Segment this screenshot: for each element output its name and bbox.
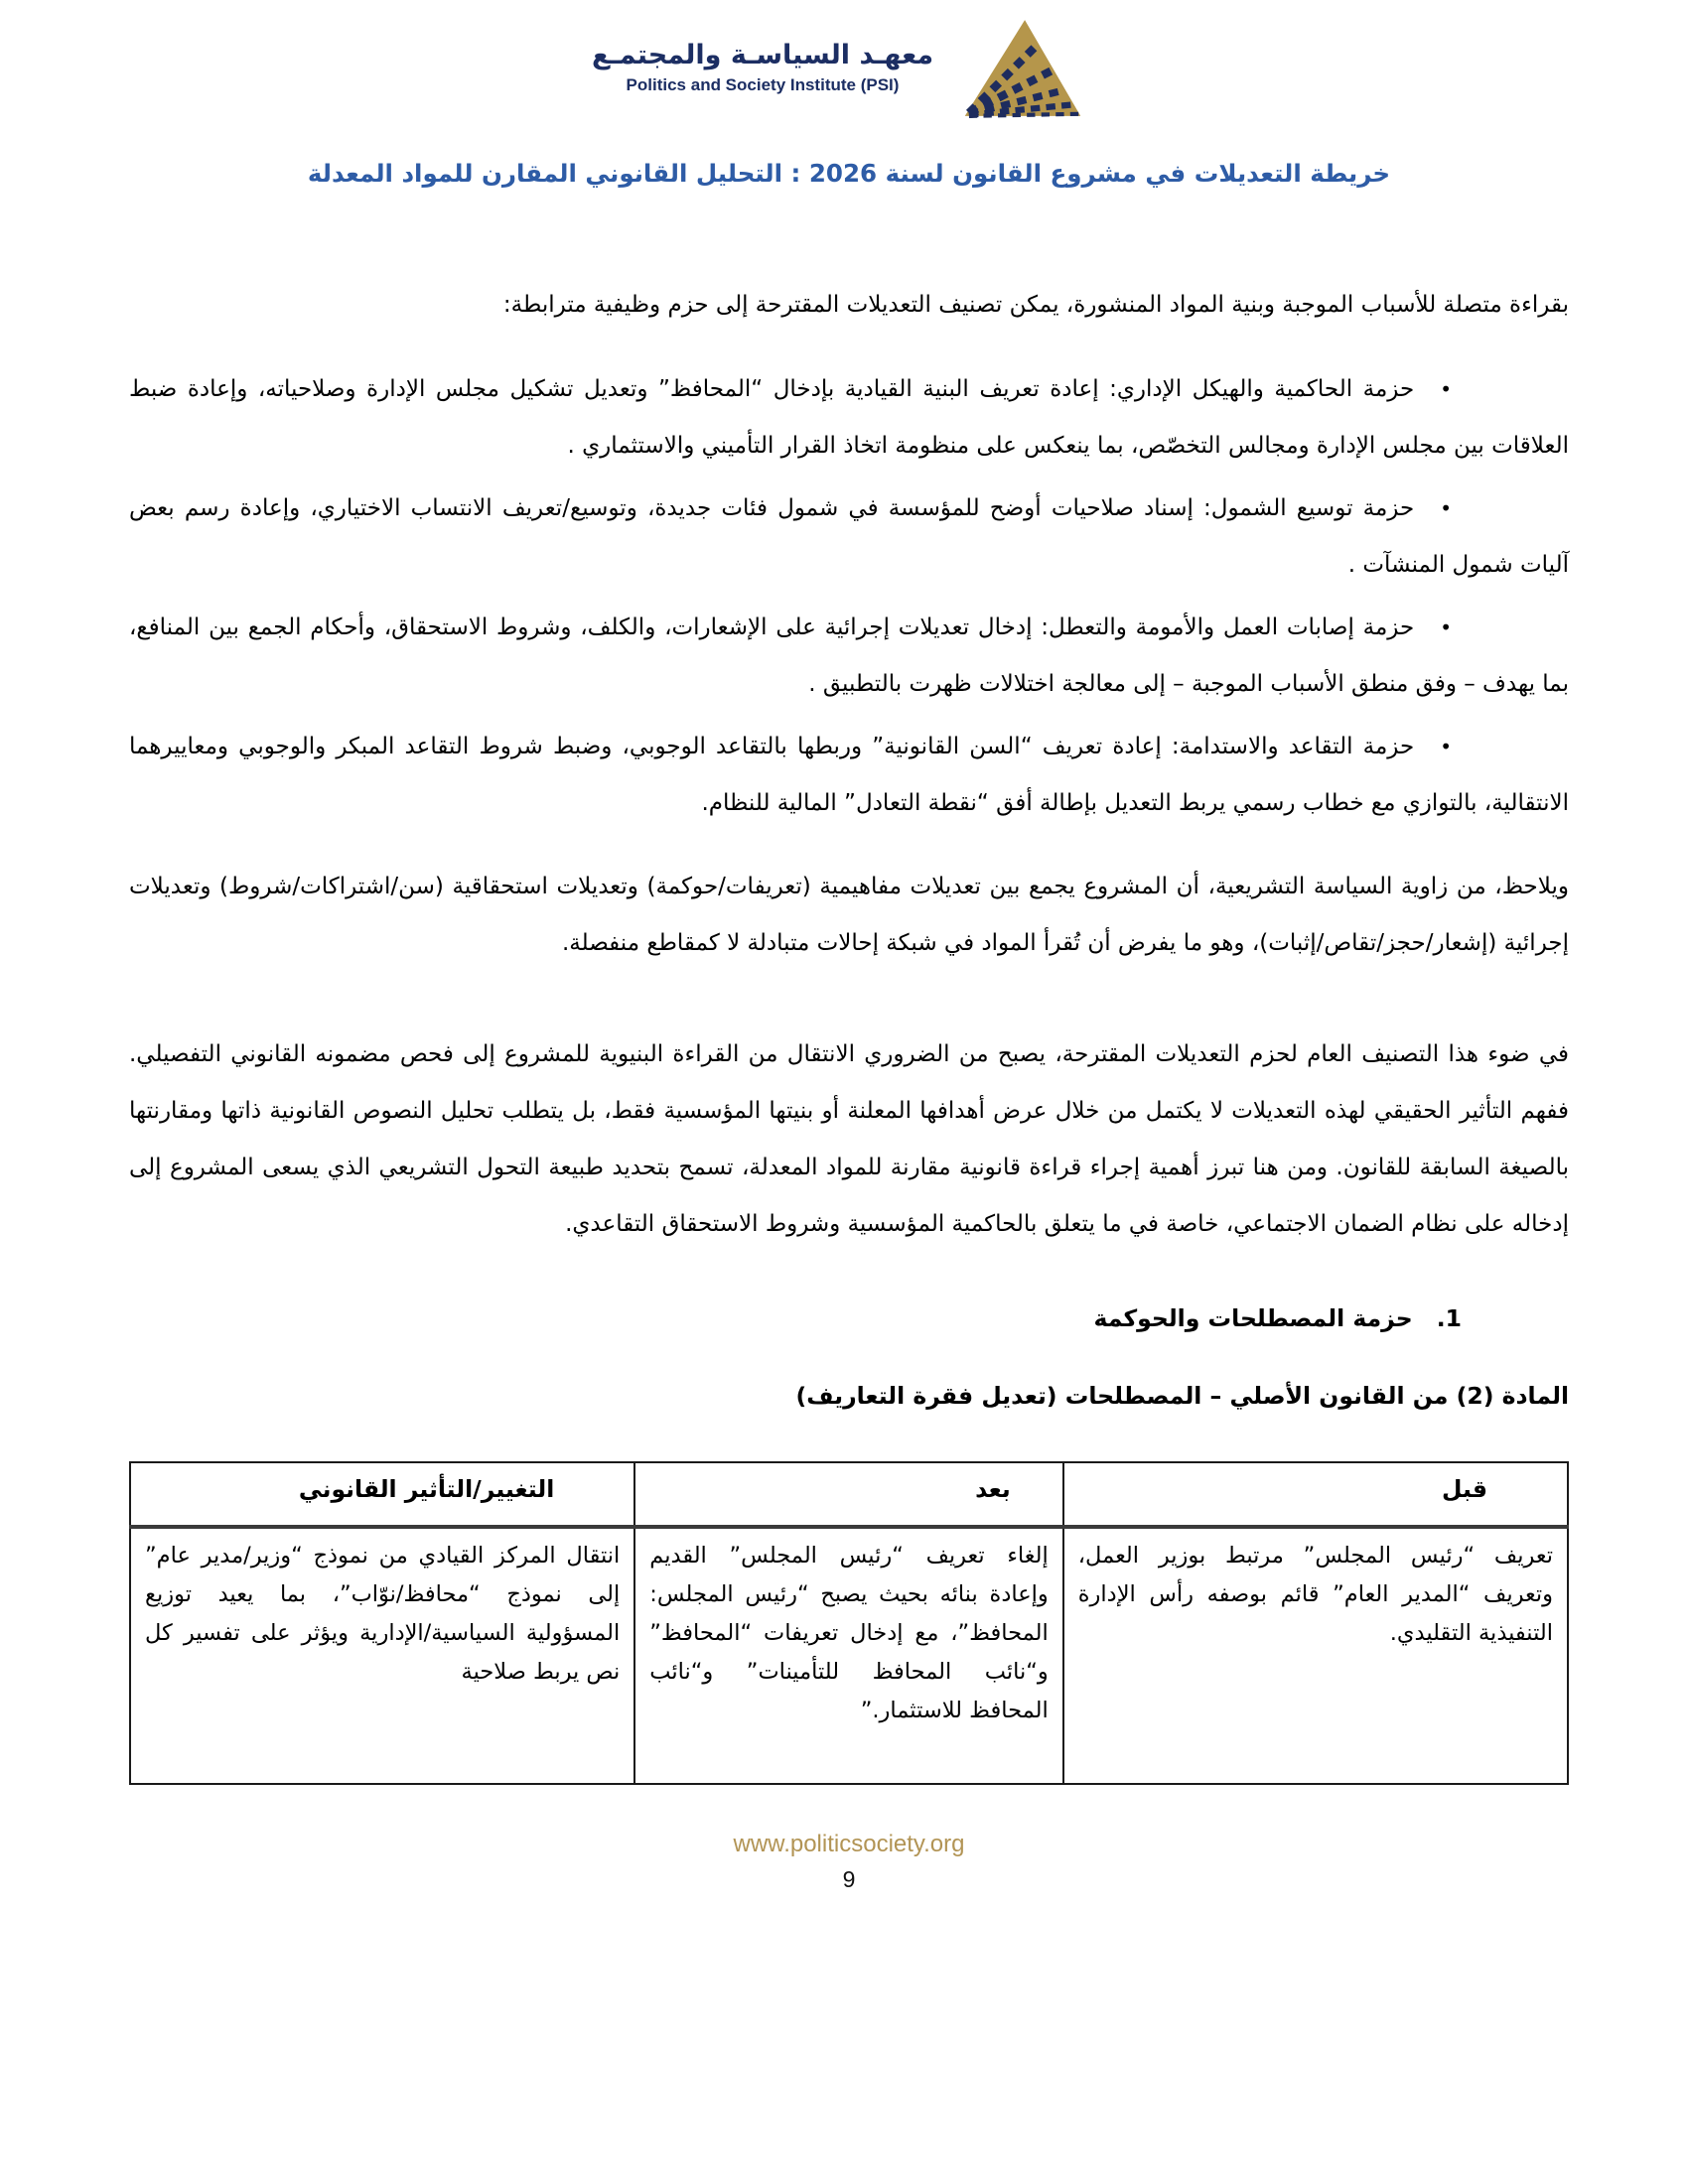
- institute-logo: [0, 0, 1688, 121]
- body-paragraph: ويلاحظ، من زاوية السياسة التشريعية، أن المشروع يجمع بين تعديلات مفاهيمية (تعريفات/حوكمة) وتعديلات استحقاقية (سن/اشتراكات/شروط) وتعديلات إجرائية (إشعار/حجز/تقاص/إثبات)، وهو ما يفرض أن تُقرأ المواد في شبكة إحالات متبادلة لا كمقاطع منفصلة.: [129, 874, 1569, 956]
- article-heading: المادة (2) من القانون الأصلي – المصطلحات (تعديل فقرة التعاريف): [795, 1382, 1569, 1410]
- table-row: [130, 1527, 1568, 1784]
- bullet-marker-icon: •: [1440, 496, 1452, 520]
- comparison-table: [129, 1461, 1569, 1785]
- column-header-after: بعد: [634, 1462, 1063, 1527]
- website-link[interactable]: www.politicsociety.org: [733, 1831, 965, 1857]
- section-number: 1.: [1436, 1304, 1462, 1332]
- bullet-text: حزمة التقاعد والاستدامة: إعادة تعريف “السن القانونية” وربطها بالتقاعد الوجوبي، وضبط شروط التقاعد المبكر والوجوبي ومعاييرهما الانتقالية، بالتوازي مع خطاب رسمي يربط التعديل بإطالة أفق “نقطة التعادل” المالية للنظام.: [129, 734, 1569, 816]
- bullet-list: [129, 361, 1569, 832]
- section-heading: [129, 1304, 1569, 1332]
- institute-name-english: Politics and Society Institute (PSI): [626, 75, 900, 95]
- intro-paragraph: بقراءة متصلة للأسباب الموجبة وبنية المواد المنشورة، يمكن تصنيف التعديلات المقترحة إلى حزم وظيفية مترابطة:: [502, 292, 1569, 318]
- bullet-text: حزمة إصابات العمل والأمومة والتعطل: إدخال تعديلات إجرائية على الإشعارات، والكلف، وشروط الاستحقاق، وأحكام الجمع بين المنافع، بما يهدف – وفق منطق الأسباب الموجبة – إلى معالجة اختلالات ظهرت بالتطبيق .: [129, 614, 1569, 697]
- page-number: 9: [842, 1866, 856, 1892]
- column-header-change: التغيير/التأثير القانوني: [130, 1462, 634, 1527]
- bullet-marker-icon: •: [1440, 377, 1452, 401]
- institute-name-arabic: معهـد السياسـة والمجتمـع: [591, 39, 934, 70]
- table-header-row: [130, 1462, 1568, 1527]
- page-footer: [129, 1831, 1569, 1893]
- list-item: [129, 719, 1569, 832]
- list-item: [129, 600, 1569, 713]
- bullet-text: حزمة توسيع الشمول: إسناد صلاحيات أوضح للمؤسسة في شمول فئات جديدة، وتوسيع/تعريف الانتساب الاختياري، وإعادة رسم بعض آليات شمول المنشآت .: [129, 495, 1569, 578]
- bullet-marker-icon: •: [1440, 615, 1452, 639]
- cell-after: إلغاء تعريف “رئيس المجلس” القديم وإعادة بنائه بحيث يصبح “رئيس المجلس: المحافظ”، مع إدخال تعريفات “المحافظ” و“نائب المحافظ للتأمينات” و“نائب المحافظ للاستثمار.”: [634, 1527, 1063, 1784]
- cell-before: تعريف “رئيس المجلس” مرتبط بوزير العمل، وتعريف “المدير العام” قائم بوصفه رأس الإدارة التنفيذية التقليدي.: [1063, 1527, 1568, 1784]
- psi-fan-triangle-icon: [949, 16, 1096, 119]
- column-header-before: قبل: [1063, 1462, 1568, 1527]
- bullet-marker-icon: •: [1440, 735, 1452, 758]
- page-title: خريطة التعديلات في مشروع القانون لسنة 2026 : التحليل القانوني المقارن للمواد المعدلة: [307, 159, 1391, 188]
- bullet-text: حزمة الحاكمية والهيكل الإداري: إعادة تعريف البنية القيادية بإدخال “المحافظ” وتعديل تشكيل مجلس الإدارة وصلاحياته، وإعادة ضبط العلاقات بين مجلس الإدارة ومجالس التخصّص، بما ينعكس على منظومة اتخاذ القرار التأميني والاستثماري .: [129, 376, 1569, 459]
- institute-name: [592, 40, 933, 95]
- list-item: [129, 361, 1569, 475]
- cell-change: انتقال المركز القيادي من نموذج “وزير/مدير عام” إلى نموذج “محافظ/نوّاب”، بما يعيد توزيع المسؤولية السياسية/الإدارية ويؤثر على تفسير كل نص يربط صلاحية: [130, 1527, 634, 1784]
- body-paragraph: في ضوء هذا التصنيف العام لحزم التعديلات المقترحة، يصبح من الضروري الانتقال من القراءة البنيوية للمشروع إلى فحص مضمونه القانوني التفصيلي. ففهم التأثير الحقيقي لهذه التعديلات لا يكتمل من خلال عرض أهدافها المعلنة أو بنيتها المؤسسية فقط، بل يتطلب تحليل النصوص القانونية ذاتها ومقارنتها بالصيغة السابقة للقانون. ومن هنا تبرز أهمية إجراء قراءة قانونية مقارنة للمواد المعدلة، تسمح بتحديد طبيعة التحول التشريعي الذي يسعى المشروع إلى إدخاله على نظام الضمان الاجتماعي، خاصة في ما يتعلق بالحاكمية المؤسسية وشروط الاستحقاق التقاعدي.: [129, 1041, 1569, 1237]
- list-item: [129, 480, 1569, 594]
- section-label: حزمة المصطلحات والحوكمة: [1093, 1304, 1413, 1332]
